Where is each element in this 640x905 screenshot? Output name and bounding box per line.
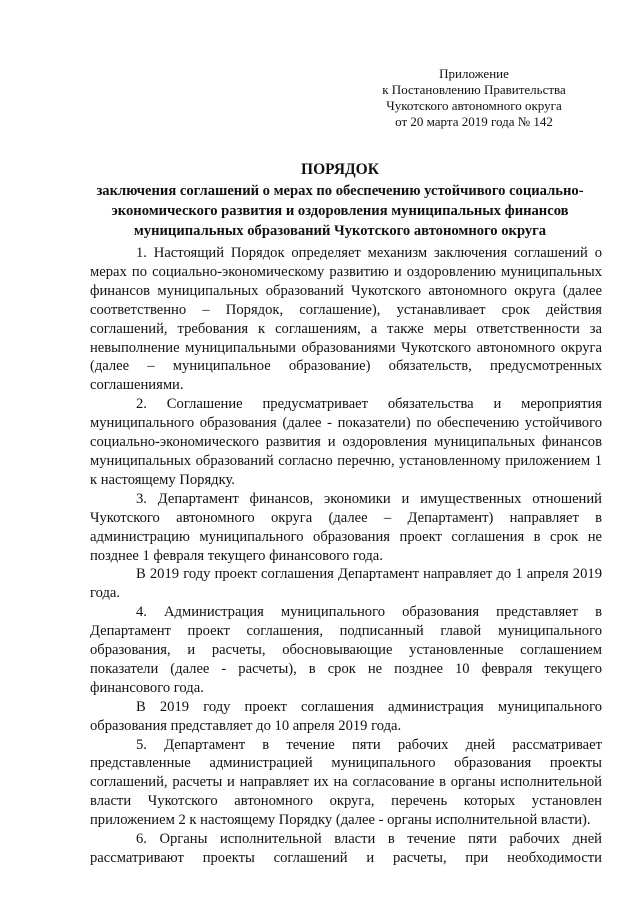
paragraph-5: 5. Департамент в течение пяти рабочих дней рассматривает представленные администрацией муниципального образования проекты соглашений, расчеты и направляет их на согласование в органы исполнительной власти Чукотского автономного округа, перечень которых установлен приложением 2 к настоящему Порядку (далее - органы исполнительной власти). xyxy=(90,736,602,829)
title-heading: ПОРЯДОК xyxy=(301,161,379,178)
paragraph-6: 6. Органы исполнительной власти в течение пяти рабочих дней рассматривают проекты соглашений и расчеты, при необходимости xyxy=(90,831,602,866)
appendix-header xyxy=(340,66,608,130)
appendix-region: Чукотского автономного округа xyxy=(386,98,562,113)
paragraph-4: 4. Администрация муниципального образования представляет в Департамент проект соглашения, подписанный главой муниципального образования, и расчеты, обосновывающие установленные соглашением показатели (далее - расчеты), в срок не позднее 10 февраля текущего финансового года. xyxy=(90,604,602,696)
paragraph-3: 3. Департамент финансов, экономики и имущественных отношений Чукотского автономного округа (далее – Департамент) направляет в администрацию муниципального образования проект соглашения в срок не позднее 1 февраля текущего финансового года. xyxy=(90,490,602,564)
document-title xyxy=(40,160,640,241)
appendix-date-number: от 20 марта 2019 года № 142 xyxy=(395,114,553,129)
appendix-label: Приложение xyxy=(439,66,509,81)
title-line-2: экономического развития и оздоровления муниципальных финансов xyxy=(111,203,569,219)
paragraph-4-note: В 2019 году проект соглашения администрация муниципального образования представляет до 10 апреля 2019 года. xyxy=(90,698,602,734)
paragraph-3-note: В 2019 году проект соглашения Департамент направляет до 1 апреля 2019 года. xyxy=(90,566,602,602)
paragraph-2: 2. Соглашение предусматривает обязательства и мероприятия муниципального образования (далее - показатели) по обеспечению устойчивого социально-экономического развития и оздоровления муниципальных финансов муниципальных образований согласно перечню, установленному приложением 1 к настоящему Порядку. xyxy=(90,396,602,488)
title-line-3: муниципальных образований Чукотского автономного округа xyxy=(133,223,547,239)
appendix-resolution-ref: к Постановлению Правительства xyxy=(382,82,566,97)
document-body xyxy=(90,244,602,868)
title-line-1: заключения соглашений о мерах по обеспечению устойчивого социально- xyxy=(96,183,584,199)
paragraph-1: 1. Настоящий Порядок определяет механизм заключения соглашений о мерах по социально-экономическому развитию и оздоровлению муниципальных финансов муниципальных образований Чукотского автономного округа (далее соответственно – Порядок, соглашение), устанавливает срок действия соглашений, требования к соглашениям, а также меры ответственности за невыполнение муниципальными образованиями Чукотского автономного округа (далее – муниципальное образование) обязательств, предусмотренных соглашениями. xyxy=(90,245,602,394)
